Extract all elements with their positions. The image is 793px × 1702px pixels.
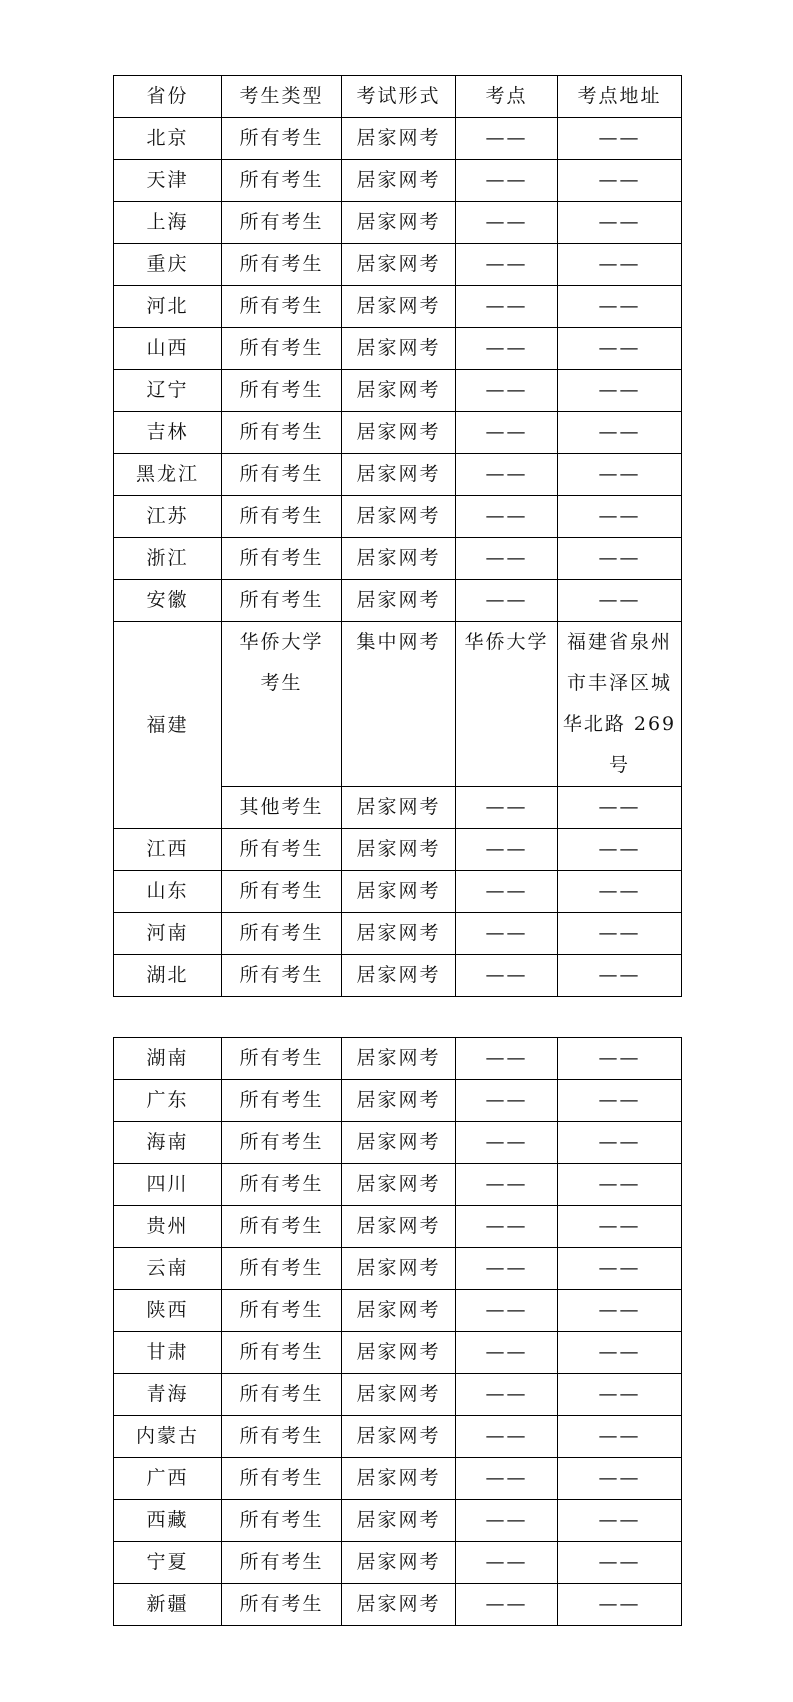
- site-address-cell: ——: [558, 370, 682, 412]
- candidate-type-cell: 所有考生: [222, 1122, 342, 1164]
- site-address-cell: ——: [558, 1248, 682, 1290]
- province-cell: 陕西: [114, 1290, 222, 1332]
- province-cell: 海南: [114, 1122, 222, 1164]
- table-body: [114, 1038, 682, 1626]
- table-row: [114, 370, 682, 412]
- address-line: 号: [608, 754, 630, 776]
- exam-form-cell: 居家网考: [342, 412, 456, 454]
- province-cell: 辽宁: [114, 370, 222, 412]
- exam-form-cell: 居家网考: [342, 1248, 456, 1290]
- exam-site-cell: ——: [456, 1206, 558, 1248]
- site-address-cell: ——: [558, 538, 682, 580]
- exam-site-cell: ——: [456, 1458, 558, 1500]
- candidate-type-cell: 所有考生: [222, 1542, 342, 1584]
- site-address-cell: ——: [558, 913, 682, 955]
- table-row: [114, 1038, 682, 1080]
- exam-form-cell: 居家网考: [342, 370, 456, 412]
- candidate-type-cell: 所有考生: [222, 1500, 342, 1542]
- exam-site-cell: ——: [456, 328, 558, 370]
- exam-form-cell: 居家网考: [342, 160, 456, 202]
- site-address-cell: ——: [558, 580, 682, 622]
- exam-form-cell: 居家网考: [342, 1332, 456, 1374]
- header-province: 省份: [114, 76, 222, 118]
- province-cell: 湖南: [114, 1038, 222, 1080]
- site-address-cell: ——: [558, 1542, 682, 1584]
- province-cell: 宁夏: [114, 1542, 222, 1584]
- candidate-type-cell: 其他考生: [222, 787, 342, 829]
- exam-form-cell: 居家网考: [342, 1500, 456, 1542]
- candidate-type-cell: 所有考生: [222, 160, 342, 202]
- table-row: [114, 118, 682, 160]
- exam-site-cell: ——: [456, 580, 558, 622]
- candidate-type-cell: 所有考生: [222, 1038, 342, 1080]
- exam-site-cell: ——: [456, 1248, 558, 1290]
- candidate-type-cell: 所有考生: [222, 1290, 342, 1332]
- exam-site-cell: ——: [456, 370, 558, 412]
- site-address-cell: ——: [558, 412, 682, 454]
- candidate-type-cell: 所有考生: [222, 1080, 342, 1122]
- site-address-cell: ——: [558, 454, 682, 496]
- site-address-cell: ——: [558, 1038, 682, 1080]
- exam-site-cell: ——: [456, 1332, 558, 1374]
- candidate-type-cell: 所有考生: [222, 496, 342, 538]
- exam-form-cell: 居家网考: [342, 118, 456, 160]
- site-address-cell: ——: [558, 787, 682, 829]
- exam-site-cell: ——: [456, 538, 558, 580]
- province-cell: 河南: [114, 913, 222, 955]
- site-address-cell: ——: [558, 1500, 682, 1542]
- table-row: [114, 1122, 682, 1164]
- exam-site-cell: ——: [456, 1542, 558, 1584]
- exam-form-cell: 居家网考: [342, 1542, 456, 1584]
- table-row: [114, 1458, 682, 1500]
- exam-site-cell: ——: [456, 1500, 558, 1542]
- province-cell: 浙江: [114, 538, 222, 580]
- header-exam-form: 考试形式: [342, 76, 456, 118]
- site-address-cell: ——: [558, 1122, 682, 1164]
- exam-form-cell: 居家网考: [342, 496, 456, 538]
- province-cell: 内蒙古: [114, 1416, 222, 1458]
- candidate-type-cell: 所有考生: [222, 1416, 342, 1458]
- table-row: [114, 1542, 682, 1584]
- exam-form-cell: 居家网考: [342, 829, 456, 871]
- site-address-cell: ——: [558, 496, 682, 538]
- exam-site-cell: ——: [456, 1584, 558, 1626]
- address-line: 市丰泽区城: [566, 672, 672, 694]
- table-row-fujian-1: [114, 622, 682, 787]
- exam-site-cell: ——: [456, 412, 558, 454]
- candidate-type-cell: 所有考生: [222, 538, 342, 580]
- table-row: [114, 1206, 682, 1248]
- province-cell: 云南: [114, 1248, 222, 1290]
- province-cell: 甘肃: [114, 1332, 222, 1374]
- exam-form-cell: 居家网考: [342, 454, 456, 496]
- candidate-type-cell: 所有考生: [222, 412, 342, 454]
- exam-site-cell: ——: [456, 160, 558, 202]
- exam-site-cell: ——: [456, 118, 558, 160]
- exam-form-cell: 居家网考: [342, 871, 456, 913]
- table-row: [114, 286, 682, 328]
- table-row: [114, 1248, 682, 1290]
- table-row: [114, 1500, 682, 1542]
- province-cell: 上海: [114, 202, 222, 244]
- site-address-cell: ——: [558, 871, 682, 913]
- province-cell: 广东: [114, 1080, 222, 1122]
- exam-site-cell: 华侨大学: [456, 622, 558, 787]
- candidate-type-cell: 所有考生: [222, 1248, 342, 1290]
- table-row: [114, 454, 682, 496]
- exam-form-cell: 居家网考: [342, 1206, 456, 1248]
- candidate-type-cell: 所有考生: [222, 1332, 342, 1374]
- exam-form-cell: 居家网考: [342, 1416, 456, 1458]
- exam-site-cell: ——: [456, 1122, 558, 1164]
- table-row: [114, 1416, 682, 1458]
- site-address-cell: ——: [558, 1332, 682, 1374]
- province-cell: 福建: [114, 622, 222, 829]
- table-row: [114, 496, 682, 538]
- candidate-type-line: 考生: [260, 672, 303, 694]
- site-address-cell: ——: [558, 829, 682, 871]
- candidate-type-cell: 所有考生: [222, 1458, 342, 1500]
- province-cell: 江苏: [114, 496, 222, 538]
- table-row: [114, 913, 682, 955]
- exam-form-cell: 居家网考: [342, 1374, 456, 1416]
- exam-form-cell: 居家网考: [342, 202, 456, 244]
- header-row: [114, 76, 682, 118]
- site-address-cell: ——: [558, 1080, 682, 1122]
- table-row: [114, 1332, 682, 1374]
- exam-form-cell: 居家网考: [342, 787, 456, 829]
- site-address-cell: ——: [558, 1164, 682, 1206]
- province-cell: 黑龙江: [114, 454, 222, 496]
- province-cell: 河北: [114, 286, 222, 328]
- exam-site-cell: ——: [456, 1164, 558, 1206]
- header-exam-site: 考点: [456, 76, 558, 118]
- table-row: [114, 829, 682, 871]
- site-address-cell: ——: [558, 1416, 682, 1458]
- candidate-type-line: 华侨大学: [239, 631, 324, 653]
- candidate-type-cell: 所有考生: [222, 1374, 342, 1416]
- table-row: [114, 412, 682, 454]
- candidate-type-cell: 所有考生: [222, 118, 342, 160]
- province-cell: 广西: [114, 1458, 222, 1500]
- candidate-type-cell: 所有考生: [222, 454, 342, 496]
- province-cell: 北京: [114, 118, 222, 160]
- header-site-address: 考点地址: [558, 76, 682, 118]
- exam-table-part-2: [113, 1037, 682, 1626]
- exam-form-cell: 居家网考: [342, 1584, 456, 1626]
- table-row: [114, 1080, 682, 1122]
- province-cell: 新疆: [114, 1584, 222, 1626]
- site-address-cell: ——: [558, 160, 682, 202]
- exam-site-cell: ——: [456, 913, 558, 955]
- table-row: [114, 1290, 682, 1332]
- candidate-type-cell: 所有考生: [222, 829, 342, 871]
- province-cell: 四川: [114, 1164, 222, 1206]
- candidate-type-cell: 所有考生: [222, 1206, 342, 1248]
- province-cell: 山东: [114, 871, 222, 913]
- exam-form-cell: 居家网考: [342, 286, 456, 328]
- exam-site-cell: ——: [456, 787, 558, 829]
- candidate-type-cell: 所有考生: [222, 244, 342, 286]
- exam-site-cell: ——: [456, 1038, 558, 1080]
- province-cell: 吉林: [114, 412, 222, 454]
- site-address-cell: ——: [558, 286, 682, 328]
- exam-form-cell: 居家网考: [342, 538, 456, 580]
- table-body: [114, 829, 682, 997]
- exam-site-cell: ——: [456, 286, 558, 328]
- exam-site-cell: ——: [456, 1416, 558, 1458]
- candidate-type-cell: 所有考生: [222, 328, 342, 370]
- exam-site-cell: ——: [456, 1080, 558, 1122]
- table-row: [114, 955, 682, 997]
- site-address-cell: ——: [558, 955, 682, 997]
- province-cell: 贵州: [114, 1206, 222, 1248]
- province-cell: 江西: [114, 829, 222, 871]
- site-address-cell: ——: [558, 1458, 682, 1500]
- table-row: [114, 871, 682, 913]
- site-address-cell: ——: [558, 244, 682, 286]
- candidate-type-cell: 所有考生: [222, 1164, 342, 1206]
- site-address-cell: ——: [558, 1206, 682, 1248]
- province-cell: 山西: [114, 328, 222, 370]
- header-candidate-type: 考生类型: [222, 76, 342, 118]
- exam-site-cell: ——: [456, 871, 558, 913]
- exam-site-cell: ——: [456, 496, 558, 538]
- table-row: [114, 580, 682, 622]
- site-address-cell: ——: [558, 118, 682, 160]
- exam-site-cell: ——: [456, 1374, 558, 1416]
- province-cell: 西藏: [114, 1500, 222, 1542]
- table-body: [114, 118, 682, 622]
- exam-form-cell: 集中网考: [342, 622, 456, 787]
- table-row: [114, 328, 682, 370]
- exam-form-cell: 居家网考: [342, 1038, 456, 1080]
- province-cell: 青海: [114, 1374, 222, 1416]
- exam-site-cell: ——: [456, 955, 558, 997]
- candidate-type-cell: 所有考生: [222, 286, 342, 328]
- province-cell: 湖北: [114, 955, 222, 997]
- exam-site-cell: ——: [456, 1290, 558, 1332]
- exam-form-cell: 居家网考: [342, 955, 456, 997]
- address-line: 华北路 269: [562, 713, 677, 735]
- site-address-cell: [558, 622, 682, 787]
- exam-site-cell: ——: [456, 829, 558, 871]
- table-row: [114, 538, 682, 580]
- exam-table-part-1: [113, 75, 682, 997]
- exam-form-cell: 居家网考: [342, 244, 456, 286]
- candidate-type-cell: [222, 622, 342, 787]
- exam-form-cell: 居家网考: [342, 1080, 456, 1122]
- table-row: [114, 1584, 682, 1626]
- candidate-type-cell: 所有考生: [222, 955, 342, 997]
- province-cell: 天津: [114, 160, 222, 202]
- site-address-cell: ——: [558, 202, 682, 244]
- exam-site-cell: ——: [456, 202, 558, 244]
- table-row: [114, 202, 682, 244]
- table-row: [114, 160, 682, 202]
- exam-site-cell: ——: [456, 454, 558, 496]
- candidate-type-cell: 所有考生: [222, 580, 342, 622]
- exam-site-cell: ——: [456, 244, 558, 286]
- exam-form-cell: 居家网考: [342, 1122, 456, 1164]
- table-row: [114, 1164, 682, 1206]
- site-address-cell: ——: [558, 1584, 682, 1626]
- candidate-type-cell: 所有考生: [222, 1584, 342, 1626]
- candidate-type-cell: 所有考生: [222, 202, 342, 244]
- fujian-group: [114, 622, 682, 829]
- exam-form-cell: 居家网考: [342, 328, 456, 370]
- exam-form-cell: 居家网考: [342, 1458, 456, 1500]
- exam-form-cell: 居家网考: [342, 1290, 456, 1332]
- candidate-type-cell: 所有考生: [222, 370, 342, 412]
- site-address-cell: ——: [558, 328, 682, 370]
- site-address-cell: ——: [558, 1290, 682, 1332]
- candidate-type-cell: 所有考生: [222, 913, 342, 955]
- province-cell: 安徽: [114, 580, 222, 622]
- table-row: [114, 1374, 682, 1416]
- address-line: 福建省泉州: [566, 631, 672, 653]
- exam-form-cell: 居家网考: [342, 580, 456, 622]
- exam-form-cell: 居家网考: [342, 1164, 456, 1206]
- exam-form-cell: 居家网考: [342, 913, 456, 955]
- table-row: [114, 244, 682, 286]
- candidate-type-cell: 所有考生: [222, 871, 342, 913]
- site-address-cell: ——: [558, 1374, 682, 1416]
- province-cell: 重庆: [114, 244, 222, 286]
